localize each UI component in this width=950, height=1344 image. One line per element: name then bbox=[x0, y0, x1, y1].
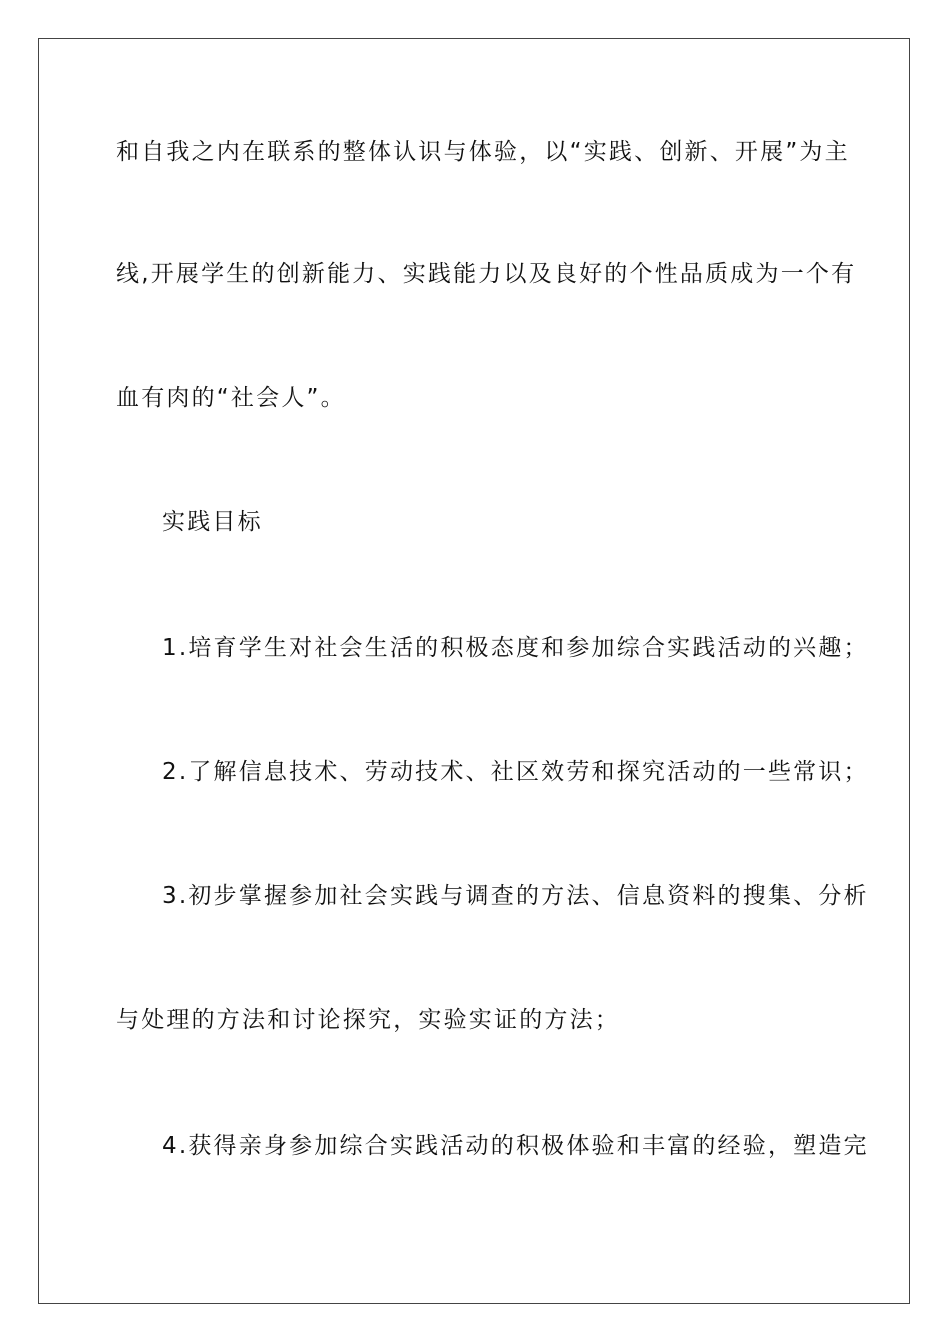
section-heading: 实践目标 bbox=[162, 509, 263, 535]
page-border bbox=[38, 38, 910, 1304]
goal-item-2: 2.了解信息技术、劳动技术、社区效劳和探究活动的一些常识； bbox=[162, 759, 869, 785]
goal-item-1: 1.培育学生对社会生活的积极态度和参加综合实践活动的兴趣； bbox=[162, 635, 869, 661]
paragraph-line-2: 线,开展学生的创新能力、实践能力以及良好的个性品质成为一个有 bbox=[116, 261, 857, 287]
goal-item-3-continued: 与处理的方法和讨论探究，实验实证的方法； bbox=[116, 1007, 620, 1033]
paragraph-line-1: 和自我之内在联系的整体认识与体验，以“实践、创新、开展”为主 bbox=[116, 139, 850, 165]
paragraph-line-3: 血有肉的“社会人”。 bbox=[116, 385, 346, 411]
goal-item-4: 4.获得亲身参加综合实践活动的积极体验和丰富的经验，塑造完 bbox=[162, 1133, 869, 1159]
goal-item-3: 3.初步掌握参加社会实践与调查的方法、信息资料的搜集、分析 bbox=[162, 883, 869, 909]
